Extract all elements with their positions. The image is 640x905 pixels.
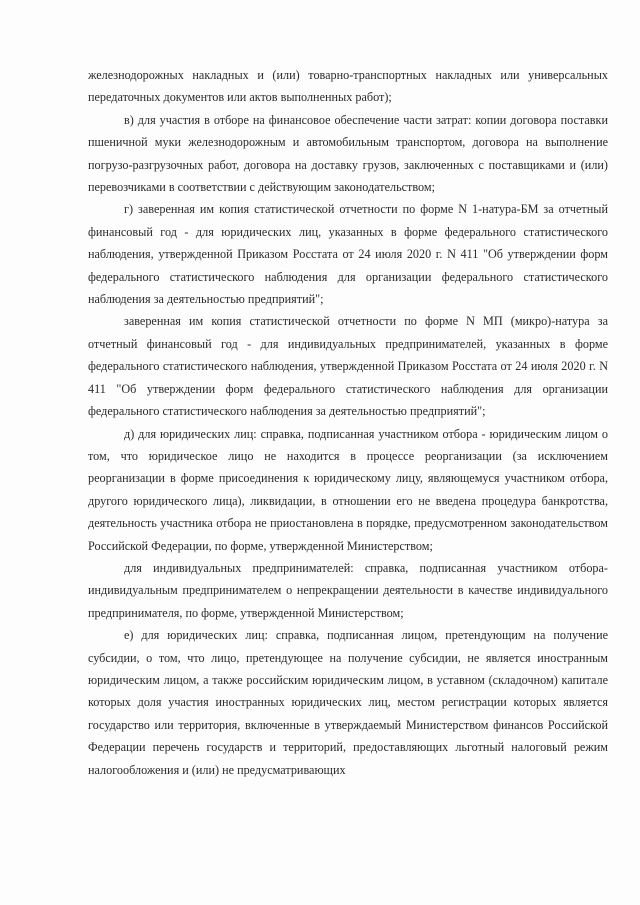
paragraph-g: г) заверенная им копия статистической отчетности по форме N 1-натура-БМ за отчетный финансовый год - для юридических лиц, указанных в форме федерального статистического наблюдения, утвержденной Приказом Росстата от 24 июля 2020 г. N 411 "Об утверждении форм федерального статистического наблюдения для организации федерального статистического наблюдения за деятельностью предприятий"; (88, 202, 608, 307)
paragraph-e: е) для юридических лиц: справка, подписанная лицом, претендующим на получение субсидии, о том, что лицо, претендующее на получение субсидии, не является иностранным юридическим лицом, а также российским юридическим лицом, в уставном (складочном) капитале которых доля участия иностранных юридических лиц, местом регистрации которых является государство или территория, включенные в утверждаемый Министерством финансов Российской Федерации перечень государств и территорий, предоставляющих льготный налоговый режим налогообложения и (или) не предусматривающих (88, 628, 608, 777)
paragraph-d-individual: для индивидуальных предпринимателей: справка, подписанная участником отбора- индивидуальным предпринимателем о непрекращении деятельности в качестве индивидуального предпринимателя, по форме, утвержденной Министерством; (88, 560, 608, 620)
paragraph-continued: железнодорожных накладных и (или) товарно-транспортных накладных или универсальных передаточных документов или актов выполненных работ); (88, 68, 608, 105)
paragraph-v: в) для участия в отборе на финансовое обеспечение части затрат: копии договора поставки пшеничной муки железнодорожным и автомобильным транспортом, договора на выполнение погрузо-разгрузочных работ, договора на доставку грузов, заключенных с поставщиками и (или) перевозчиками в соответствии с действующим законодательством; (88, 112, 608, 195)
paragraph-g-individual: заверенная им копия статистической отчетности по форме N МП (микро)-натура за отчетный финансовый год - для индивидуальных предпринимателей, указанных в форме федерального статистического наблюдения, утвержденной Приказом Росстата от 24 июля 2020 г. N 411 "Об утверждении форм федерального статистического наблюдения для организации федерального статистического наблюдения за деятельностью предприятий"; (88, 314, 608, 419)
paragraph-d: д) для юридических лиц: справка, подписанная участником отбора - юридическим лицом о том, что юридическое лицо не находится в процессе реорганизации (за исключением реорганизации в форме присоединения к юридическому лицу, являющемуся участником отбора, другого юридического лица), ликвидации, в отношении его не введена процедура банкротства, деятельность участника отбора не приостановлена в порядке, предусмотренном законодательством Российской Федерации, по форме, утвержденной Министерством; (88, 426, 608, 553)
document-body (88, 64, 608, 781)
